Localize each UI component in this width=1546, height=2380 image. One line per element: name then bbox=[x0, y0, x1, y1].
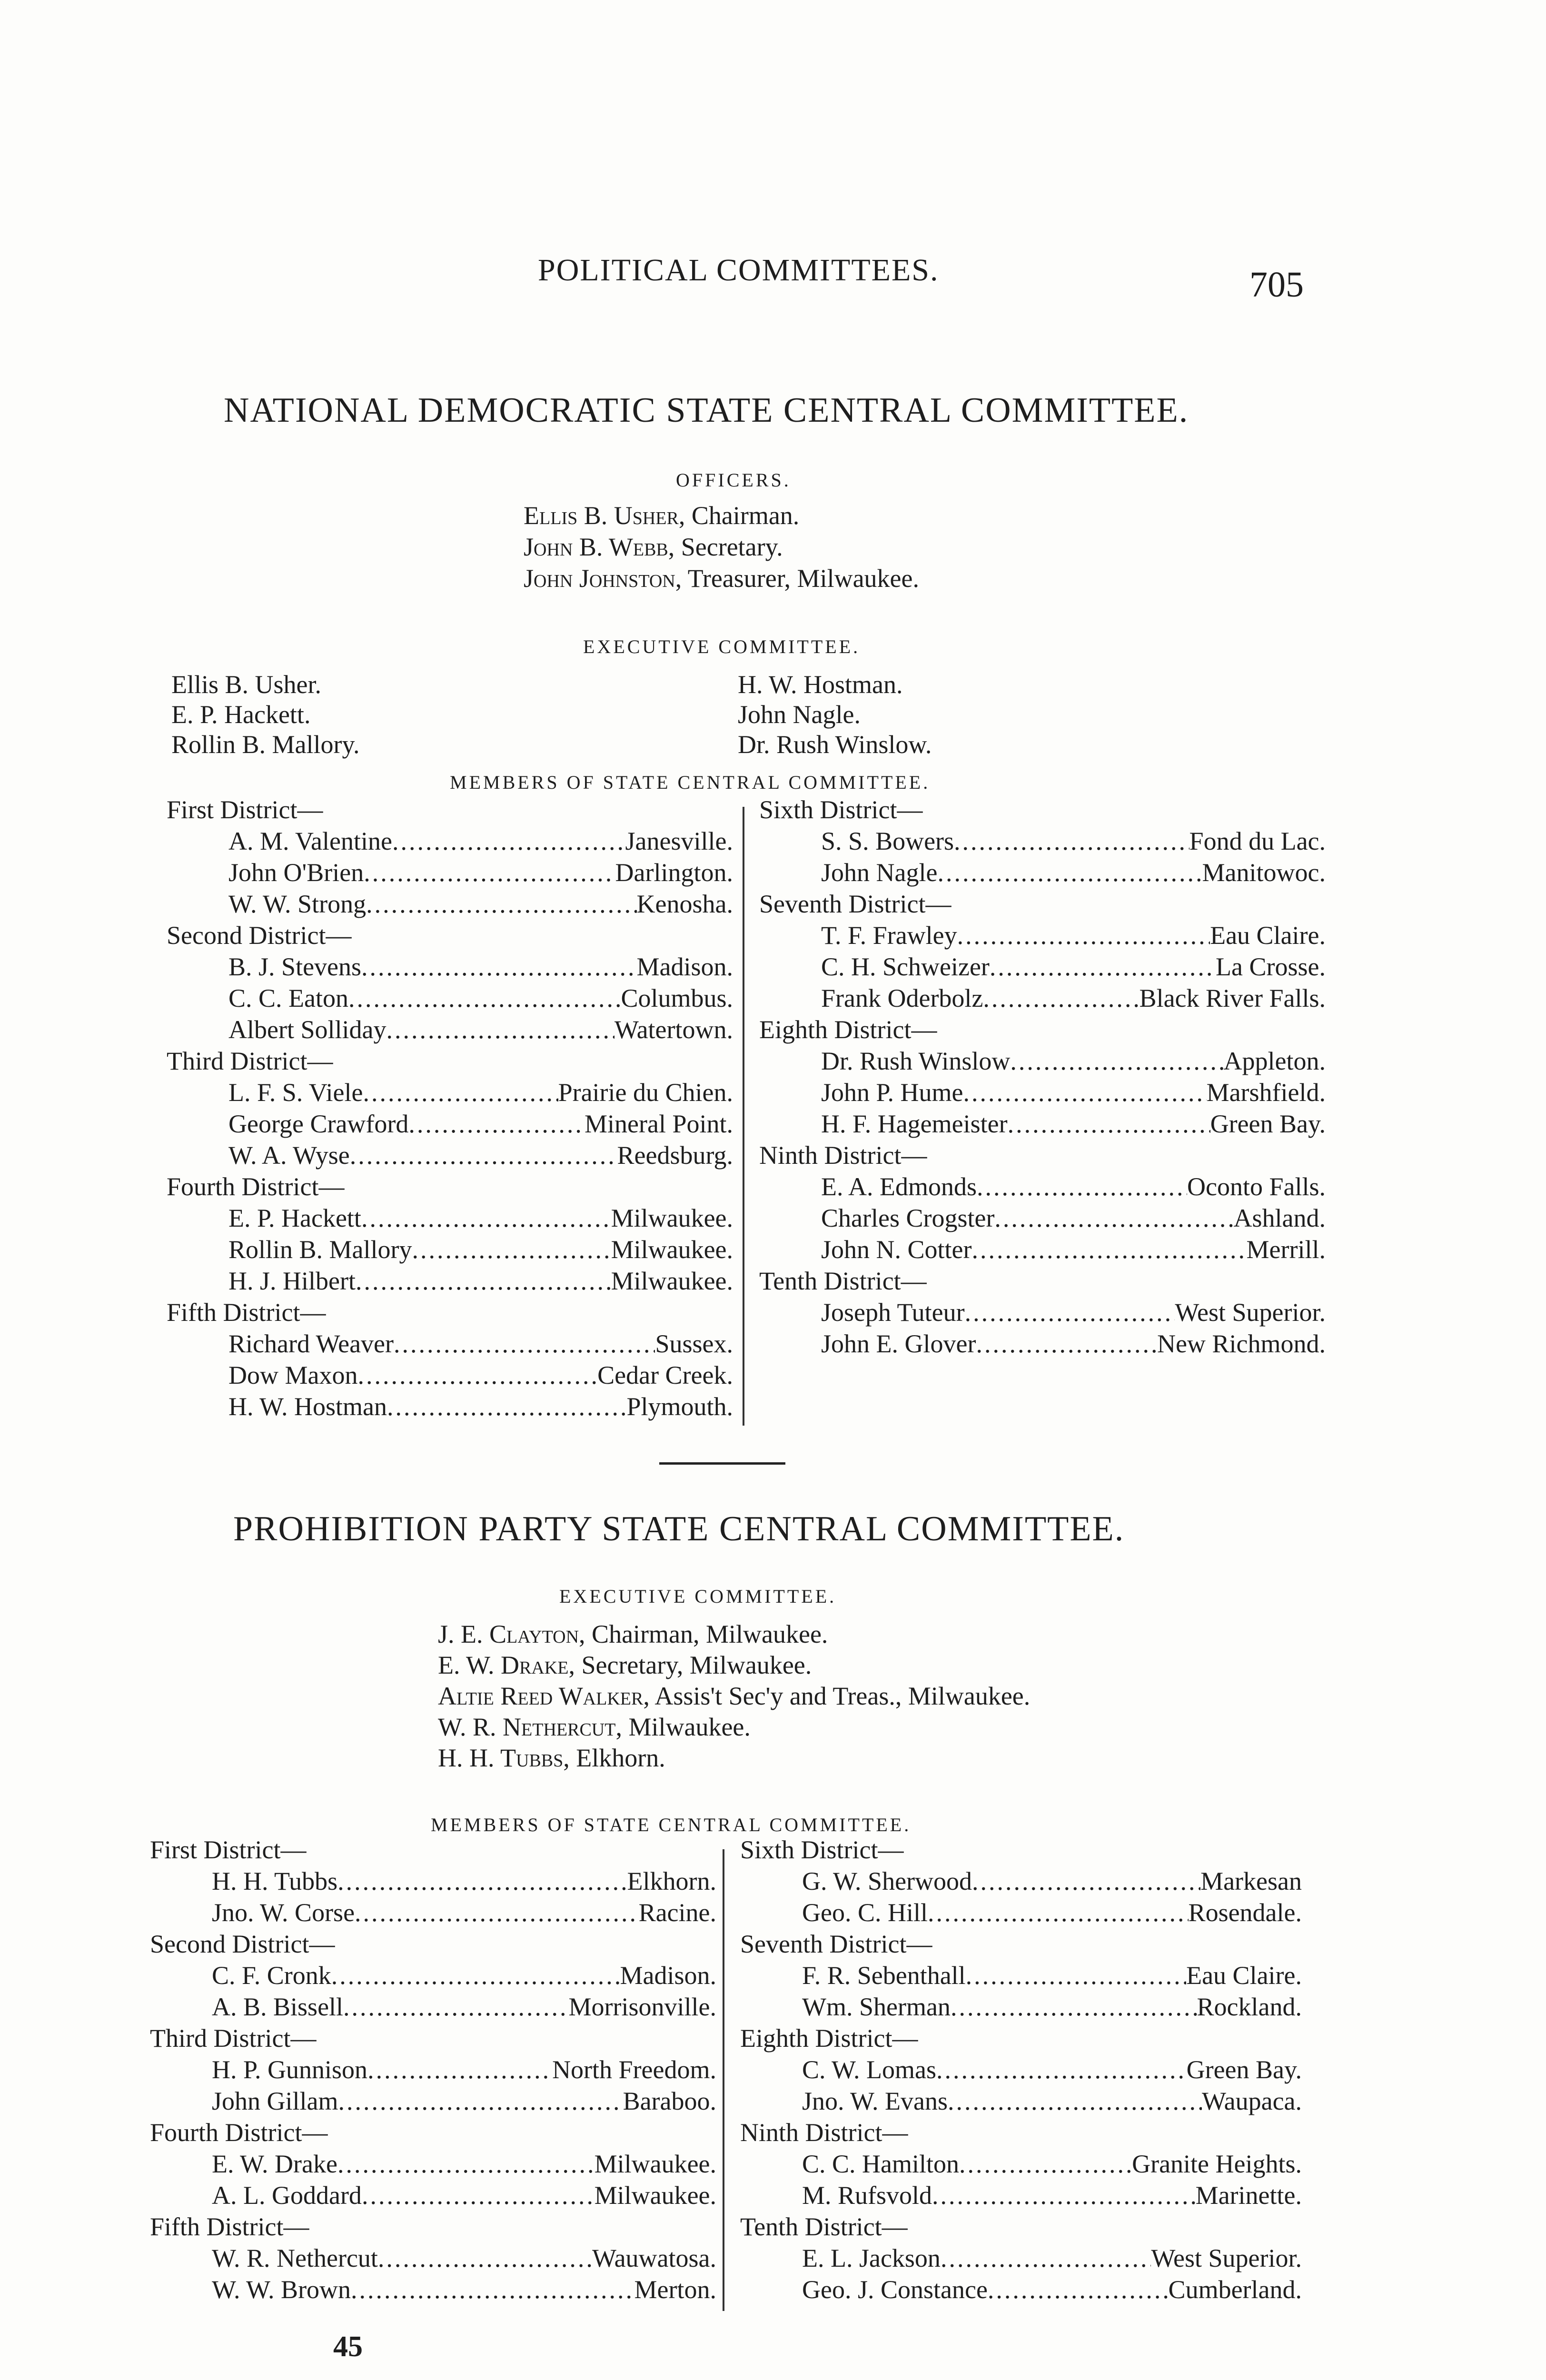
district-heading: Eighth District— bbox=[740, 2024, 918, 2053]
officer-role: , Secretary. bbox=[668, 533, 783, 561]
officer-role: , Chairman. bbox=[678, 501, 800, 530]
member-row bbox=[212, 2055, 716, 2084]
member-name: C. C. Hamilton bbox=[802, 2150, 960, 2178]
member-town: Milwaukee. bbox=[594, 2150, 716, 2178]
member-town: Granite Heights. bbox=[1132, 2150, 1302, 2178]
leader-dots bbox=[386, 1015, 614, 1044]
leader-dots bbox=[957, 921, 1210, 950]
member-town: Prairie du Chien. bbox=[558, 1078, 733, 1107]
member-town: Eau Claire. bbox=[1186, 1961, 1302, 1990]
member-row bbox=[212, 2243, 716, 2273]
member-town: Reedsburg. bbox=[617, 1141, 733, 1170]
district-heading: Fourth District— bbox=[167, 1172, 345, 1201]
member-row bbox=[821, 1298, 1326, 1327]
member-row bbox=[212, 2086, 716, 2116]
officer-name: John B. Webb bbox=[524, 533, 668, 561]
leader-dots bbox=[362, 2181, 595, 2210]
executive-member: H. W. Hostman. bbox=[738, 670, 903, 699]
officer-line bbox=[524, 531, 783, 563]
member-name: C. W. Lomas bbox=[802, 2055, 937, 2084]
column-rule bbox=[743, 807, 744, 1426]
leader-dots bbox=[983, 983, 1139, 1013]
member-name: Richard Weaver bbox=[228, 1329, 394, 1358]
member-name: G. W. Sherwood bbox=[802, 1867, 972, 1895]
member-town: Darlington. bbox=[615, 858, 733, 887]
district-heading: First District— bbox=[150, 1835, 307, 1864]
leader-dots bbox=[367, 2055, 552, 2084]
member-town: Cumberland. bbox=[1168, 2275, 1302, 2304]
executive-role: , Secretary, Milwaukee. bbox=[568, 1651, 812, 1679]
executive-line bbox=[438, 1742, 665, 1774]
leader-dots bbox=[972, 1866, 1200, 1896]
leader-dots bbox=[366, 889, 636, 919]
district-heading: Ninth District— bbox=[740, 2118, 908, 2147]
member-row bbox=[228, 1235, 733, 1264]
member-town: Fond du Lac. bbox=[1189, 827, 1326, 855]
member-name: John N. Cotter bbox=[821, 1235, 972, 1264]
member-town: Appleton. bbox=[1223, 1047, 1326, 1075]
officer-line bbox=[524, 500, 799, 531]
member-name: Joseph Tuteur bbox=[821, 1298, 965, 1327]
executive-heading: EXECUTIVE COMMITTEE. bbox=[583, 636, 861, 657]
executive-line bbox=[438, 1618, 828, 1650]
executive-name: W. R. Nethercut bbox=[438, 1713, 616, 1741]
column-rule bbox=[723, 1849, 724, 2311]
member-name: E. A. Edmonds bbox=[821, 1172, 977, 1201]
member-row bbox=[821, 1172, 1326, 1201]
executive-member: Ellis B. Usher. bbox=[171, 670, 322, 699]
member-town: La Crosse. bbox=[1216, 952, 1326, 981]
member-row bbox=[802, 2181, 1302, 2210]
leader-dots bbox=[355, 1898, 639, 1927]
leader-dots bbox=[356, 1266, 611, 1296]
leader-dots bbox=[988, 2275, 1169, 2304]
district-heading: First District— bbox=[167, 795, 323, 824]
member-row bbox=[228, 1360, 733, 1390]
member-town: Marshfield. bbox=[1206, 1078, 1326, 1107]
member-name: John O'Brien bbox=[228, 858, 364, 887]
member-town: Madison. bbox=[636, 952, 733, 981]
district-heading: Third District— bbox=[167, 1047, 333, 1075]
district-heading: Sixth District— bbox=[759, 795, 923, 824]
member-row bbox=[228, 1329, 733, 1359]
leader-dots bbox=[966, 1961, 1186, 1990]
member-name: E. L. Jackson bbox=[802, 2244, 941, 2272]
member-name: H. J. Hilbert bbox=[228, 1267, 356, 1295]
member-row bbox=[228, 1015, 733, 1044]
leader-dots bbox=[990, 952, 1216, 982]
member-name: W. W. Strong bbox=[228, 890, 367, 918]
leader-dots bbox=[994, 1203, 1233, 1233]
member-town: Plymouth. bbox=[626, 1392, 733, 1421]
member-name: Dow Maxon bbox=[228, 1361, 358, 1389]
member-name: Jno. W. Evans bbox=[802, 2087, 948, 2115]
member-town: New Richmond. bbox=[1157, 1329, 1326, 1358]
district-heading: Second District— bbox=[150, 1930, 335, 1958]
executive-name: H. H. Tubbs bbox=[438, 1744, 564, 1772]
member-row bbox=[802, 2275, 1302, 2304]
member-row bbox=[802, 1898, 1302, 1927]
leader-dots bbox=[337, 2149, 595, 2179]
member-name: Wm. Sherman bbox=[802, 1993, 951, 2021]
leader-dots bbox=[331, 1961, 620, 1990]
member-row bbox=[802, 2086, 1302, 2116]
district-heading: Eighth District— bbox=[759, 1015, 937, 1044]
member-row bbox=[228, 1266, 733, 1296]
member-name: H. W. Hostman bbox=[228, 1392, 387, 1421]
district-heading: Third District— bbox=[150, 2024, 317, 2053]
member-town: Manitowoc. bbox=[1202, 858, 1326, 887]
member-name: A. B. Bissell bbox=[212, 1993, 344, 2021]
member-town: Wauwatosa. bbox=[592, 2244, 716, 2272]
member-town: Watertown. bbox=[614, 1015, 733, 1044]
member-town: Milwaukee. bbox=[611, 1267, 733, 1295]
executive-name: J. E. Clayton bbox=[438, 1620, 579, 1648]
signature-mark: 45 bbox=[333, 2330, 363, 2363]
executive-line bbox=[438, 1680, 1030, 1712]
executive-member: E. P. Hackett. bbox=[171, 700, 311, 729]
member-town: Cedar Creek. bbox=[597, 1361, 733, 1389]
leader-dots bbox=[1010, 1046, 1223, 1076]
member-name: John Gillam bbox=[212, 2087, 338, 2115]
member-name: Charles Crogster bbox=[821, 1204, 995, 1232]
member-name: John Nagle bbox=[821, 858, 938, 887]
member-town: Ashland. bbox=[1233, 1204, 1326, 1232]
leader-dots bbox=[350, 1140, 617, 1170]
member-row bbox=[212, 2149, 716, 2179]
member-name: C. H. Schweizer bbox=[821, 952, 990, 981]
member-town: Eau Claire. bbox=[1210, 921, 1326, 950]
member-town: North Freedom. bbox=[552, 2055, 716, 2084]
member-name: W. W. Brown bbox=[212, 2275, 351, 2304]
member-name: John E. Glover bbox=[821, 1329, 976, 1358]
member-town: Rockland. bbox=[1197, 1993, 1302, 2021]
leader-dots bbox=[941, 2243, 1151, 2273]
member-row bbox=[821, 952, 1326, 982]
section-title-prohibition: PROHIBITION PARTY STATE CENTRAL COMMITTEE. bbox=[233, 1509, 1125, 1548]
member-name: H. F. Hagemeister bbox=[821, 1110, 1008, 1138]
member-name: Geo. J. Constance bbox=[802, 2275, 988, 2304]
member-town: Merton. bbox=[634, 2275, 716, 2304]
member-row bbox=[821, 1109, 1326, 1139]
member-name: C. C. Eaton bbox=[228, 984, 348, 1012]
member-town: Baraboo. bbox=[623, 2087, 716, 2115]
member-town: Milwaukee. bbox=[611, 1235, 733, 1264]
executive-role: , Milwaukee. bbox=[615, 1713, 751, 1741]
member-name: Dr. Rush Winslow bbox=[821, 1047, 1011, 1075]
officer-role: , Treasurer, Milwaukee. bbox=[675, 564, 919, 593]
executive-name: E. W. Drake bbox=[438, 1651, 569, 1679]
member-row bbox=[212, 1866, 716, 1896]
leader-dots bbox=[357, 1360, 597, 1390]
member-row bbox=[821, 921, 1326, 950]
member-row bbox=[212, 1961, 716, 1990]
member-row bbox=[228, 858, 733, 887]
member-row bbox=[802, 2149, 1302, 2179]
executive-name: Altie Reed Walker bbox=[438, 1682, 644, 1710]
district-heading: Fifth District— bbox=[150, 2212, 309, 2241]
member-name: T. F. Frawley bbox=[821, 921, 957, 950]
member-name: A. M. Valentine bbox=[228, 827, 392, 855]
section-divider bbox=[659, 1462, 785, 1465]
member-name: Albert Solliday bbox=[228, 1015, 386, 1044]
member-row bbox=[228, 1078, 733, 1107]
member-row bbox=[228, 1140, 733, 1170]
member-name: George Crawford bbox=[228, 1110, 409, 1138]
leader-dots bbox=[954, 826, 1189, 856]
district-heading: Fourth District— bbox=[150, 2118, 328, 2147]
member-row bbox=[212, 2275, 716, 2304]
member-town: Columbus. bbox=[621, 984, 733, 1012]
member-name: F. R. Sebenthall bbox=[802, 1961, 966, 1990]
leader-dots bbox=[408, 1109, 585, 1139]
officer-name: John Johnston bbox=[524, 564, 675, 593]
executive-line bbox=[438, 1649, 812, 1681]
executive-role: , Assis't Sec'y and Treas., Milwaukee. bbox=[643, 1682, 1031, 1710]
member-town: Merrill. bbox=[1246, 1235, 1326, 1264]
executive-member: Rollin B. Mallory. bbox=[171, 730, 360, 759]
member-name: Geo. C. Hill bbox=[802, 1898, 928, 1927]
section-title-national-democratic: NATIONAL DEMOCRATIC STATE CENTRAL COMMITTEE. bbox=[224, 391, 1189, 430]
member-town: Marinette. bbox=[1195, 2181, 1302, 2210]
member-name: E. W. Drake bbox=[212, 2150, 337, 2178]
member-name: M. Rufsvold bbox=[802, 2181, 932, 2210]
leader-dots bbox=[364, 858, 615, 887]
leader-dots bbox=[348, 983, 621, 1013]
district-heading: Tenth District— bbox=[759, 1267, 927, 1295]
leader-dots bbox=[932, 2181, 1196, 2210]
executive-member: Dr. Rush Winslow. bbox=[738, 730, 932, 759]
member-name: Frank Oderbolz bbox=[821, 984, 983, 1012]
officer-name: Ellis B. Usher bbox=[524, 501, 679, 530]
member-name: L. F. S. Viele bbox=[228, 1078, 363, 1107]
member-name: W. R. Nethercut bbox=[212, 2244, 378, 2272]
member-row bbox=[228, 1203, 733, 1233]
leader-dots bbox=[394, 1329, 655, 1359]
member-row bbox=[802, 1992, 1302, 2022]
member-town: Green Bay. bbox=[1210, 1110, 1326, 1138]
member-row bbox=[821, 858, 1326, 887]
leader-dots bbox=[1008, 1109, 1210, 1139]
member-town: Sussex. bbox=[655, 1329, 733, 1358]
leader-dots bbox=[361, 1203, 611, 1233]
executive-heading: EXECUTIVE COMMITTEE. bbox=[559, 1586, 837, 1607]
member-row bbox=[212, 1898, 716, 1927]
member-row bbox=[228, 1392, 733, 1421]
member-town: Green Bay. bbox=[1186, 2055, 1302, 2084]
member-town: Black River Falls. bbox=[1139, 984, 1326, 1012]
member-name: A. L. Goddard bbox=[212, 2181, 362, 2210]
leader-dots bbox=[951, 1992, 1197, 2022]
member-name: H. P. Gunnison bbox=[212, 2055, 368, 2084]
member-town: Madison. bbox=[620, 1961, 716, 1990]
member-town: Milwaukee. bbox=[594, 2181, 716, 2210]
member-row bbox=[228, 952, 733, 982]
leader-dots bbox=[948, 2086, 1202, 2116]
member-row bbox=[821, 1203, 1326, 1233]
leader-dots bbox=[976, 1329, 1157, 1359]
member-row bbox=[802, 2055, 1302, 2084]
leader-dots bbox=[361, 952, 636, 982]
leader-dots bbox=[928, 1898, 1189, 1927]
leader-dots bbox=[972, 1235, 1247, 1264]
member-town: Markesan bbox=[1200, 1867, 1302, 1895]
running-head: POLITICAL COMMITTEES. bbox=[538, 253, 939, 288]
leader-dots bbox=[965, 1298, 1175, 1327]
members-heading: MEMBERS OF STATE CENTRAL COMMITTEE. bbox=[431, 1814, 912, 1835]
member-name: H. H. Tubbs bbox=[212, 1867, 338, 1895]
member-name: W. A. Wyse bbox=[228, 1141, 350, 1170]
member-town: Milwaukee. bbox=[611, 1204, 733, 1232]
member-row bbox=[821, 1046, 1326, 1076]
member-row bbox=[212, 2181, 716, 2210]
member-row bbox=[802, 2243, 1302, 2273]
district-heading: Seventh District— bbox=[740, 1930, 932, 1958]
member-town: Morrisonville. bbox=[568, 1993, 716, 2021]
members-heading: MEMBERS OF STATE CENTRAL COMMITTEE. bbox=[450, 772, 931, 793]
executive-role: , Chairman, Milwaukee. bbox=[579, 1620, 828, 1648]
district-heading: Tenth District— bbox=[740, 2212, 908, 2241]
officers-heading: OFFICERS. bbox=[676, 469, 791, 491]
executive-member: John Nagle. bbox=[738, 700, 861, 729]
member-row bbox=[228, 1109, 733, 1139]
district-heading: Seventh District— bbox=[759, 890, 951, 918]
member-name: C. F. Cronk bbox=[212, 1961, 331, 1990]
district-heading: Fifth District— bbox=[167, 1298, 326, 1327]
member-town: Rosendale. bbox=[1188, 1898, 1302, 1927]
district-heading: Ninth District— bbox=[759, 1141, 927, 1170]
member-name: John P. Hume bbox=[821, 1078, 963, 1107]
executive-role: , Elkhorn. bbox=[563, 1744, 665, 1772]
officer-line bbox=[524, 563, 919, 594]
member-town: Elkhorn. bbox=[627, 1867, 716, 1895]
member-row bbox=[821, 1235, 1326, 1264]
leader-dots bbox=[977, 1172, 1187, 1201]
member-town: West Superior. bbox=[1151, 2244, 1302, 2272]
leader-dots bbox=[937, 858, 1202, 887]
leader-dots bbox=[959, 2149, 1132, 2179]
leader-dots bbox=[412, 1235, 611, 1264]
member-row bbox=[802, 1866, 1302, 1896]
member-town: Oconto Falls. bbox=[1187, 1172, 1326, 1201]
member-row bbox=[821, 826, 1326, 856]
member-row bbox=[228, 983, 733, 1013]
leader-dots bbox=[936, 2055, 1187, 2084]
member-row bbox=[821, 1078, 1326, 1107]
leader-dots bbox=[963, 1078, 1207, 1107]
leader-dots bbox=[387, 1392, 626, 1421]
district-heading: Sixth District— bbox=[740, 1835, 904, 1864]
leader-dots bbox=[351, 2275, 634, 2304]
member-town: Waupaca. bbox=[1201, 2087, 1302, 2115]
member-town: Racine. bbox=[638, 1898, 716, 1927]
member-row bbox=[821, 983, 1326, 1013]
member-row bbox=[802, 1961, 1302, 1990]
member-row bbox=[228, 826, 733, 856]
member-town: Kenosha. bbox=[636, 890, 733, 918]
leader-dots bbox=[392, 826, 625, 856]
leader-dots bbox=[343, 1992, 568, 2022]
member-name: B. J. Stevens bbox=[228, 952, 362, 981]
member-town: West Superior. bbox=[1175, 1298, 1326, 1327]
leader-dots bbox=[338, 2086, 623, 2116]
member-name: S. S. Bowers bbox=[821, 827, 954, 855]
member-row bbox=[228, 889, 733, 919]
executive-line bbox=[438, 1711, 751, 1743]
member-row bbox=[821, 1329, 1326, 1359]
member-name: Rollin B. Mallory bbox=[228, 1235, 412, 1264]
leader-dots bbox=[363, 1078, 558, 1107]
leader-dots bbox=[337, 1866, 627, 1896]
leader-dots bbox=[378, 2243, 592, 2273]
member-name: Jno. W. Corse bbox=[212, 1898, 355, 1927]
page-number: 705 bbox=[1249, 265, 1304, 305]
member-name: E. P. Hackett bbox=[228, 1204, 361, 1232]
district-heading: Second District— bbox=[167, 921, 352, 950]
member-town: Mineral Point. bbox=[585, 1110, 733, 1138]
member-row bbox=[212, 1992, 716, 2022]
member-town: Janesville. bbox=[625, 827, 733, 855]
